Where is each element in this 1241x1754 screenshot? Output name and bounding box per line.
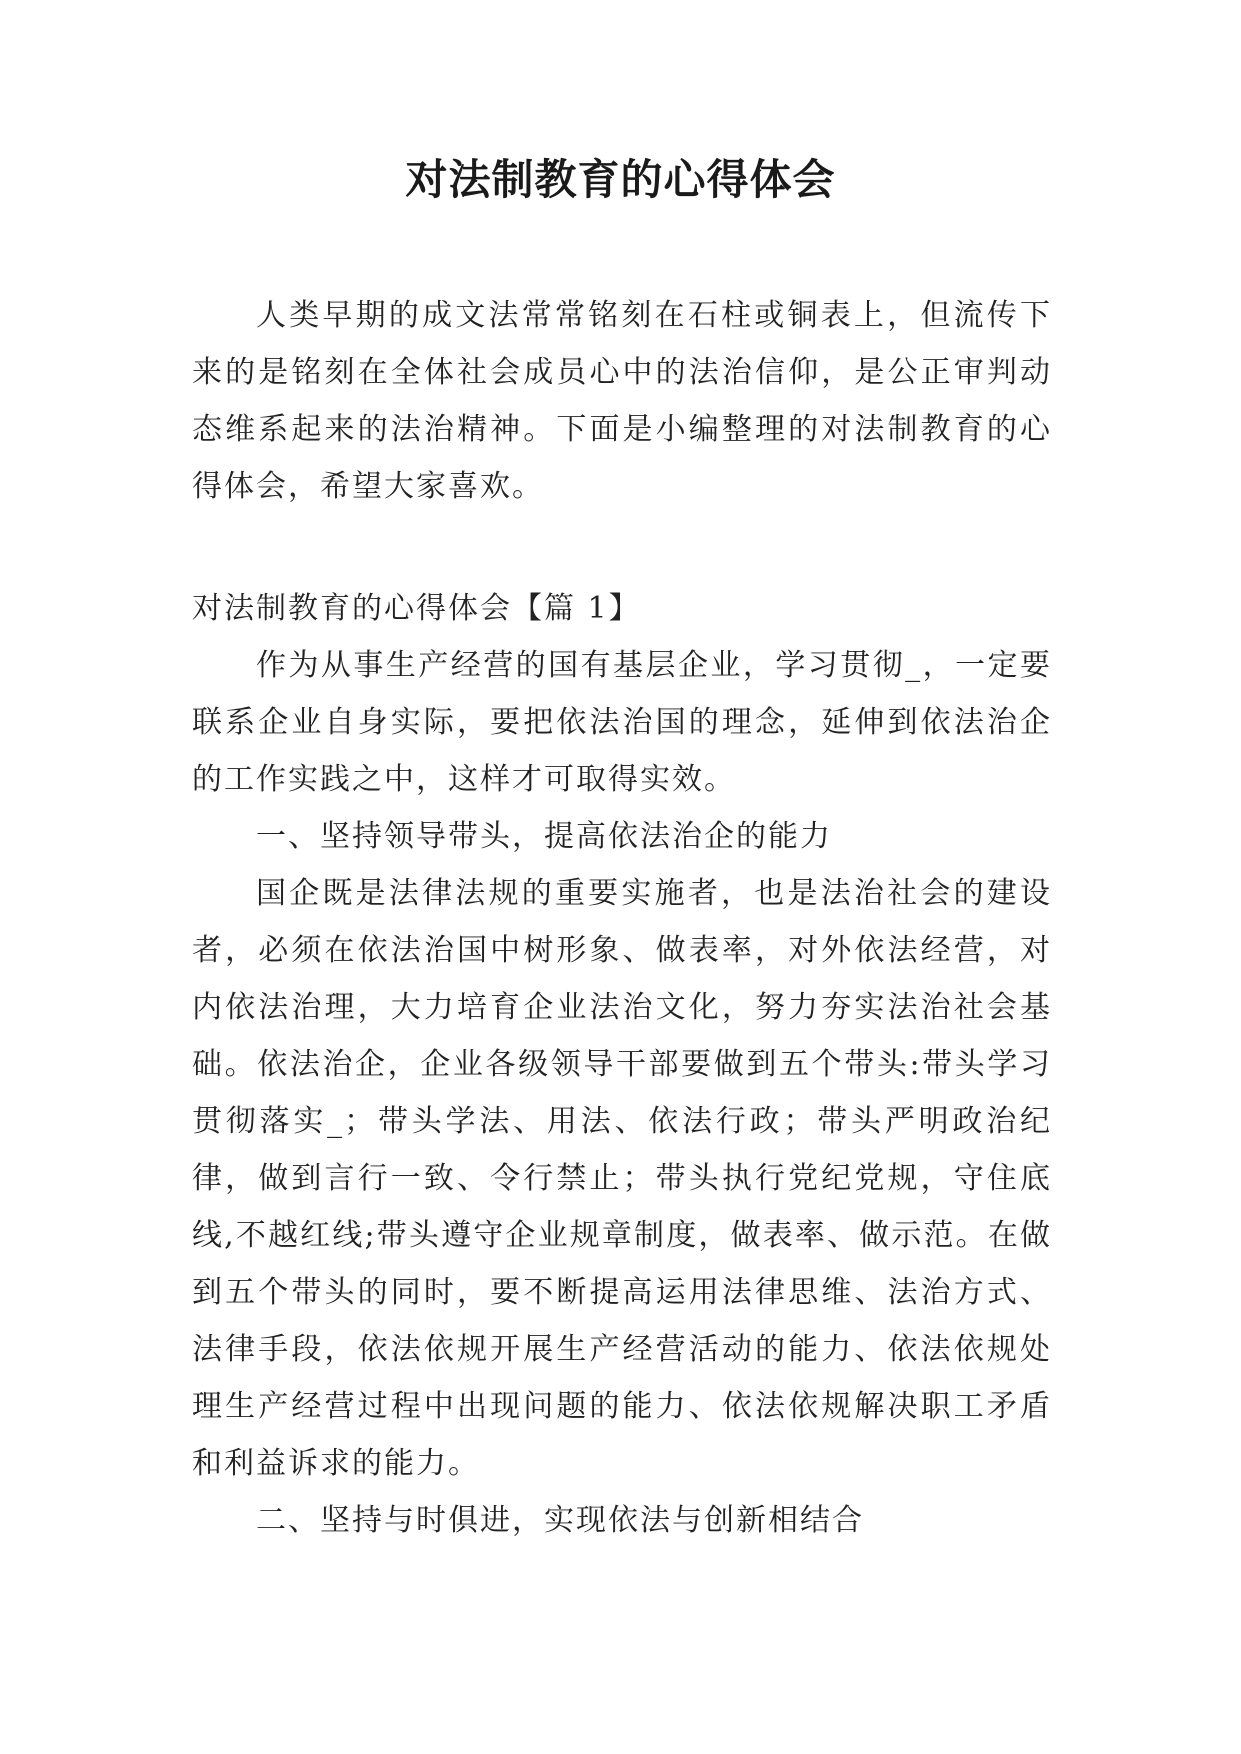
subheading-2: 二、坚持与时俱进，实现依法与创新相结合	[256, 1503, 864, 1538]
page-title: 对法制教育的心得体会	[405, 155, 836, 204]
subheading-1: 一、坚持领导带头，提高依法治企的能力	[256, 819, 832, 854]
intro-paragraph: 人类早期的成文法常常铭刻在石柱或铜表上，但流传下来的是铭刻在全体社会成员心中的法治信仰，是公正审判动态维系起来的法治精神。下面是小编整理的对法制教育的心得体会，希望大家喜欢。	[192, 298, 1052, 504]
body-paragraph: 国企既是法律法规的重要实施者，也是法治社会的建设者，必须在依法治国中树形象、做表率，对外依法经营，对内依法治理，大力培育企业法治文化，努力夯实法治社会基础。依法治企，企业各级领导干部要做到五个带头:带头学习贯彻落实_；带头学法、用法、依法行政；带头严明政治纪律，做到言行一致、令行禁止；带头执行党纪党规，守住底线,不越红线;带头遵守企业规章制度，做表率、做示范。在做到五个带头的同时，要不断提高运用法律思维、法治方式、法律手段，依法依规开展生产经营活动的能力、依法依规处理生产经营过程中出现问题的能力、依法依规解决职工矛盾和利益诉求的能力。	[192, 876, 1052, 1481]
section-heading: 对法制教育的心得体会【篇 1】	[192, 591, 641, 626]
body-paragraph: 作为从事生产经营的国有基层企业，学习贯彻_，一定要联系企业自身实际，要把依法治国的理念，延伸到依法治企的工作实践之中，这样才可取得实效。	[192, 648, 1052, 797]
article-body	[192, 637, 1052, 1549]
